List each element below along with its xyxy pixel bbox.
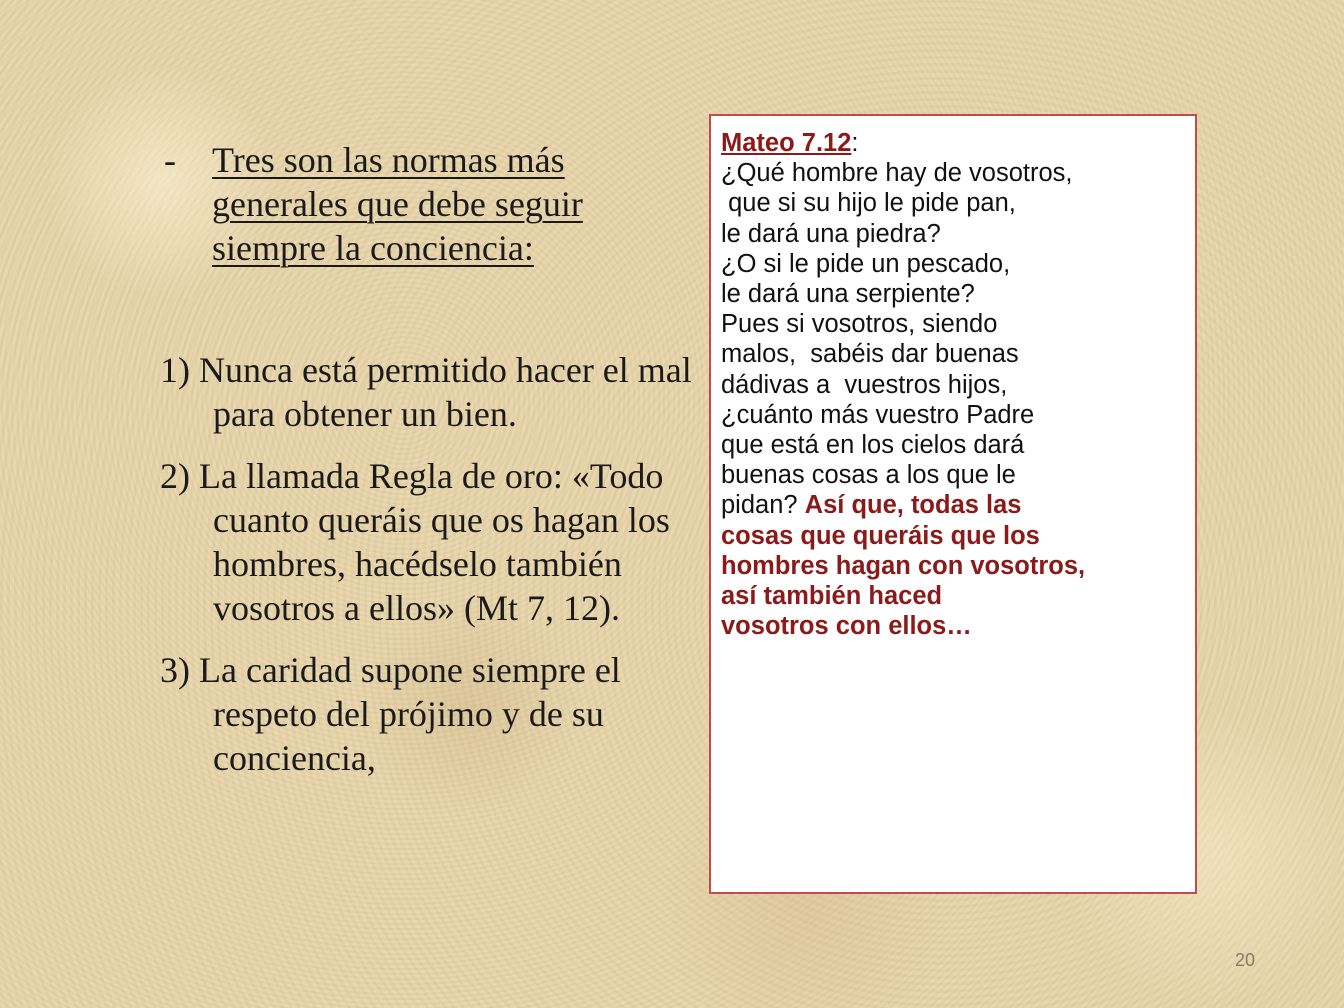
intro-dash: -: [164, 140, 176, 180]
quote-bold-part: Así que, todas las: [804, 491, 1022, 520]
main-text: [160, 138, 720, 780]
rule-2: 2) La llamada Regla de oro: «Todo cuanto queráis que os hagan los hombres, hacédselo también vosotros a ellos» (Mt 7, 12).: [160, 456, 670, 628]
quote-reference-suffix: :: [851, 129, 859, 157]
quote-line: dádivas a vuestros hijos,: [721, 370, 1008, 399]
quote-line: que si su hijo le pide pan,: [721, 189, 1016, 218]
quote-bold-line: hombres hagan con vosotros,: [721, 551, 1086, 580]
page-number: 20: [1234, 950, 1256, 970]
intro-line: generales que debe seguir: [212, 184, 583, 224]
quote-line: buenas cosas a los que le: [721, 461, 1016, 490]
rule-1: 1) Nunca está permitido hacer el mal para obtener un bien.: [160, 350, 692, 434]
quote-plain-part: pidan?: [721, 491, 805, 520]
quote-mixed-line: [721, 490, 1187, 520]
quote-reference-line: [721, 128, 1187, 158]
quote-bold-line: vosotros con ellos…: [721, 612, 972, 641]
bible-quote-box: [709, 114, 1197, 894]
quote-bold-line: cosas que queráis que los: [721, 521, 1040, 550]
quote-line: que está en los cielos dará: [721, 431, 1025, 460]
quote-line: Pues si vosotros, siendo: [721, 310, 998, 339]
intro-line: siempre la conciencia:: [212, 228, 534, 268]
quote-line: le dará una serpiente?: [721, 280, 975, 309]
quote-reference: Mateo 7.12: [721, 129, 852, 157]
intro-line: Tres son las normas más: [212, 140, 565, 180]
quote-line: ¿Qué hombre hay de vosotros,: [721, 159, 1073, 188]
intro-text: [212, 138, 583, 270]
intro-statement: [164, 138, 720, 270]
rule-3: 3) La caridad supone siempre el respeto del prójimo y de su conciencia,: [160, 650, 621, 778]
quote-line: ¿O si le pide un pescado,: [721, 249, 1011, 278]
quote-line: ¿cuánto más vuestro Padre: [721, 400, 1035, 429]
quote-bold-line: así también haced: [721, 582, 943, 611]
quote-line: le dará una piedra?: [721, 219, 941, 248]
quote-line: malos, sabéis dar buenas: [721, 340, 1019, 369]
